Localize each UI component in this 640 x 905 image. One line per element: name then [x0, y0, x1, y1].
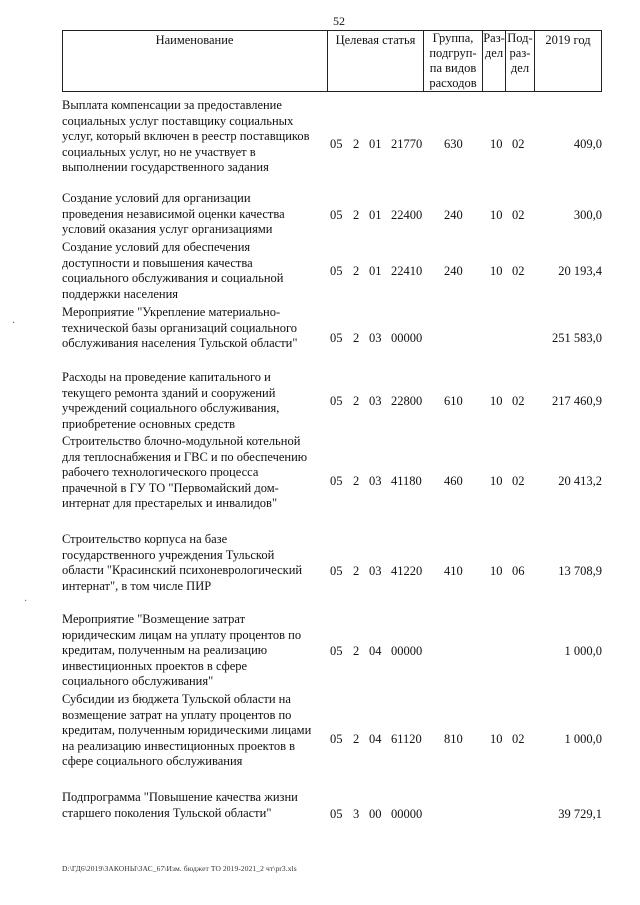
row-code-program: 05	[330, 137, 343, 151]
row-name	[62, 612, 324, 690]
row-code-direction: 22800	[391, 394, 423, 408]
table-row	[62, 240, 602, 304]
row-group: 240	[444, 264, 463, 278]
header-name: Наименование	[155, 33, 234, 47]
table-row	[62, 370, 602, 434]
row-section: 10	[490, 394, 503, 408]
header-group	[424, 31, 482, 91]
row-code-subprogram: 2	[353, 644, 360, 658]
row-code-program: 05	[330, 807, 343, 821]
header-section-line: дел	[484, 46, 504, 60]
row-code-program: 05	[330, 208, 343, 222]
row-name-line: государственного учреждения Тульской	[62, 547, 275, 562]
header-right-border	[601, 30, 602, 92]
row-code-subprogram: 2	[353, 732, 360, 746]
row-name-line: Создание условий для организации	[62, 191, 251, 205]
row-code-direction: 41180	[391, 474, 422, 488]
row-name-line: юридическим лицам на уплату процентов по	[62, 627, 302, 642]
row-amount: 20 413,2	[558, 474, 602, 488]
header-bottom-border	[62, 91, 602, 92]
row-name-line: возмещение затрат на уплату процентов по	[62, 707, 292, 722]
row-name-line: условий оказания услуг организациями	[62, 222, 273, 237]
row-name-line: прачечной в ГУ ТО "Первомайский дом-	[62, 480, 279, 495]
row-code-program: 05	[330, 474, 343, 488]
row-group: 630	[444, 137, 463, 151]
table-row	[62, 790, 602, 822]
row-section: 10	[490, 564, 503, 578]
row-name-line: услуг, который включен в реестр поставщиков	[62, 129, 310, 144]
row-subsection: 02	[512, 474, 525, 488]
row-section: 10	[490, 208, 503, 222]
row-name-line: приобретение основных средств	[62, 416, 235, 431]
row-section: 10	[490, 474, 503, 488]
header-group-line: па видов	[429, 61, 477, 75]
header-group-line: Группа,	[432, 31, 474, 45]
row-group: 240	[444, 208, 463, 222]
row-subsection: 02	[512, 264, 525, 278]
row-code-subprogram: 2	[353, 564, 360, 578]
row-code-subprogram: 3	[353, 807, 360, 821]
row-code-subprogram: 2	[353, 331, 360, 345]
row-name-line: учреждений социального обслуживания,	[62, 401, 280, 416]
page-number: 52	[333, 14, 345, 28]
row-code-program: 05	[330, 732, 343, 746]
row-name-line: доступности и повышения качества	[62, 255, 253, 270]
row-name-line: социального обслуживания и социальной	[62, 271, 284, 286]
row-group: 460	[444, 474, 463, 488]
header-target: Целевая статья	[335, 33, 416, 47]
header-subsection-line: дел	[510, 61, 530, 75]
file-path-footer: D:\ГД6\2019\ЗАКОНЫ\ЗАС_67\Изм. бюджет ТО 2019-2021_2 чт\pr3.xls	[62, 864, 297, 873]
row-name-line: Подпрограмма "Повышение качества жизни	[62, 790, 298, 804]
row-name-line: сфере социального обслуживания	[62, 754, 243, 769]
row-code-program: 05	[330, 394, 343, 408]
row-name-line: социального обслуживания"	[62, 674, 214, 689]
row-name-line: Выплата компенсации за предоставление	[62, 98, 282, 112]
row-code-event: 00	[369, 807, 382, 821]
row-code-event: 04	[369, 644, 382, 658]
row-code-event: 01	[369, 137, 382, 151]
row-name-line: Расходы на проведение капитального и	[62, 370, 271, 384]
row-name-line: социальных услуг поставщику социальных	[62, 113, 294, 128]
header-subsection	[506, 31, 534, 76]
row-code-direction: 00000	[391, 807, 423, 821]
table-row	[62, 612, 602, 692]
scan-speck: ·	[12, 318, 16, 329]
row-amount: 1 000,0	[564, 644, 602, 658]
row-name-line: социальных услуг, но не участвует в	[62, 144, 256, 159]
row-code-subprogram: 2	[353, 394, 360, 408]
row-name	[62, 532, 324, 594]
row-name-line: Строительство блочно-модульной котельной	[62, 434, 301, 448]
row-name-line: обслуживания населения Тульской области"	[62, 336, 298, 351]
row-name-line: Строительство корпуса на базе	[62, 532, 228, 546]
row-group: 610	[444, 394, 463, 408]
row-name-line: Создание условий для обеспечения	[62, 240, 251, 254]
row-name	[62, 692, 324, 770]
row-amount: 217 460,9	[552, 394, 602, 408]
row-code-subprogram: 2	[353, 474, 360, 488]
row-subsection: 02	[512, 394, 525, 408]
row-section: 10	[490, 264, 503, 278]
table-row	[62, 98, 602, 178]
table-header	[62, 30, 602, 92]
row-name-line: интернат для престарелых и инвалидов"	[62, 496, 278, 511]
table-row	[62, 692, 602, 772]
row-code-event: 03	[369, 394, 382, 408]
row-code-program: 05	[330, 331, 343, 345]
row-code-subprogram: 2	[353, 264, 360, 278]
row-subsection: 06	[512, 564, 525, 578]
row-code-event: 01	[369, 264, 382, 278]
row-name	[62, 434, 324, 512]
row-name	[62, 98, 324, 176]
row-amount: 13 708,9	[558, 564, 602, 578]
row-amount: 39 729,1	[558, 807, 602, 821]
row-amount: 1 000,0	[564, 732, 602, 746]
row-name	[62, 370, 324, 432]
header-group-line: подгруп-	[429, 46, 477, 60]
row-code-program: 05	[330, 644, 343, 658]
header-year: 2019 год	[545, 33, 591, 47]
row-code-direction: 61120	[391, 732, 422, 746]
row-code-event: 04	[369, 732, 382, 746]
row-name-line: старшего поколения Тульской области"	[62, 805, 272, 820]
row-name-line: кредитам, полученным на реализацию	[62, 643, 268, 658]
row-name	[62, 305, 324, 352]
row-code-event: 03	[369, 474, 382, 488]
table-row	[62, 434, 602, 514]
table-row	[62, 532, 602, 596]
row-section: 10	[490, 732, 503, 746]
row-code-subprogram: 2	[353, 137, 360, 151]
row-name-line: проведения независимой оценки качества	[62, 206, 285, 221]
row-amount: 20 193,4	[558, 264, 602, 278]
header-section	[483, 31, 505, 61]
row-name	[62, 240, 324, 302]
row-name-line: текущего ремонта зданий и сооружений	[62, 385, 276, 400]
row-code-direction: 22400	[391, 208, 423, 222]
row-name-line: рабочего технологического процесса	[62, 465, 259, 480]
row-subsection: 02	[512, 137, 525, 151]
row-code-program: 05	[330, 264, 343, 278]
row-name-line: кредитам, полученным юридическими лицами	[62, 723, 312, 738]
row-amount: 409,0	[573, 137, 602, 151]
row-name-line: интернат", в том числе ПИР	[62, 578, 212, 593]
row-amount: 251 583,0	[552, 331, 602, 345]
row-name-line: технической базы организаций социального	[62, 320, 298, 335]
row-code-event: 01	[369, 208, 382, 222]
row-code-direction: 00000	[391, 644, 423, 658]
row-code-subprogram: 2	[353, 208, 360, 222]
row-name-line: Мероприятие "Укрепление материально-	[62, 305, 281, 319]
row-code-direction: 22410	[391, 264, 423, 278]
row-code-program: 05	[330, 564, 343, 578]
header-group-line: расходов	[429, 76, 477, 90]
table-row	[62, 191, 602, 239]
row-code-direction: 41220	[391, 564, 423, 578]
row-name-line: Мероприятие "Возмещение затрат	[62, 612, 246, 626]
row-code-event: 03	[369, 331, 382, 345]
header-section-line: Раз-	[483, 31, 505, 45]
row-name-line: на реализацию инвестиционных проектов в	[62, 738, 296, 753]
row-subsection: 02	[512, 732, 525, 746]
row-name	[62, 790, 324, 821]
row-name	[62, 191, 324, 238]
row-group: 410	[444, 564, 463, 578]
scan-speck: ·	[24, 596, 28, 607]
row-name-line: области "Красинский психоневрологический	[62, 563, 303, 578]
row-code-direction: 00000	[391, 331, 423, 345]
table-row	[62, 305, 602, 353]
row-name-line: поддержки населения	[62, 286, 179, 301]
row-name-line: Субсидии из бюджета Тульской области на	[62, 692, 291, 706]
row-name-line: для теплоснабжения и ГВС и по обеспечению	[62, 449, 308, 464]
row-amount: 300,0	[573, 208, 602, 222]
header-subsection-line: Под-	[507, 31, 533, 45]
row-name-line: выполнении государственного задания	[62, 160, 269, 175]
row-code-direction: 21770	[391, 137, 423, 151]
header-subsection-line: раз-	[509, 46, 531, 60]
row-code-event: 03	[369, 564, 382, 578]
row-subsection: 02	[512, 208, 525, 222]
row-section: 10	[490, 137, 503, 151]
row-name-line: инвестиционных проектов в сфере	[62, 658, 248, 673]
row-group: 810	[444, 732, 463, 746]
